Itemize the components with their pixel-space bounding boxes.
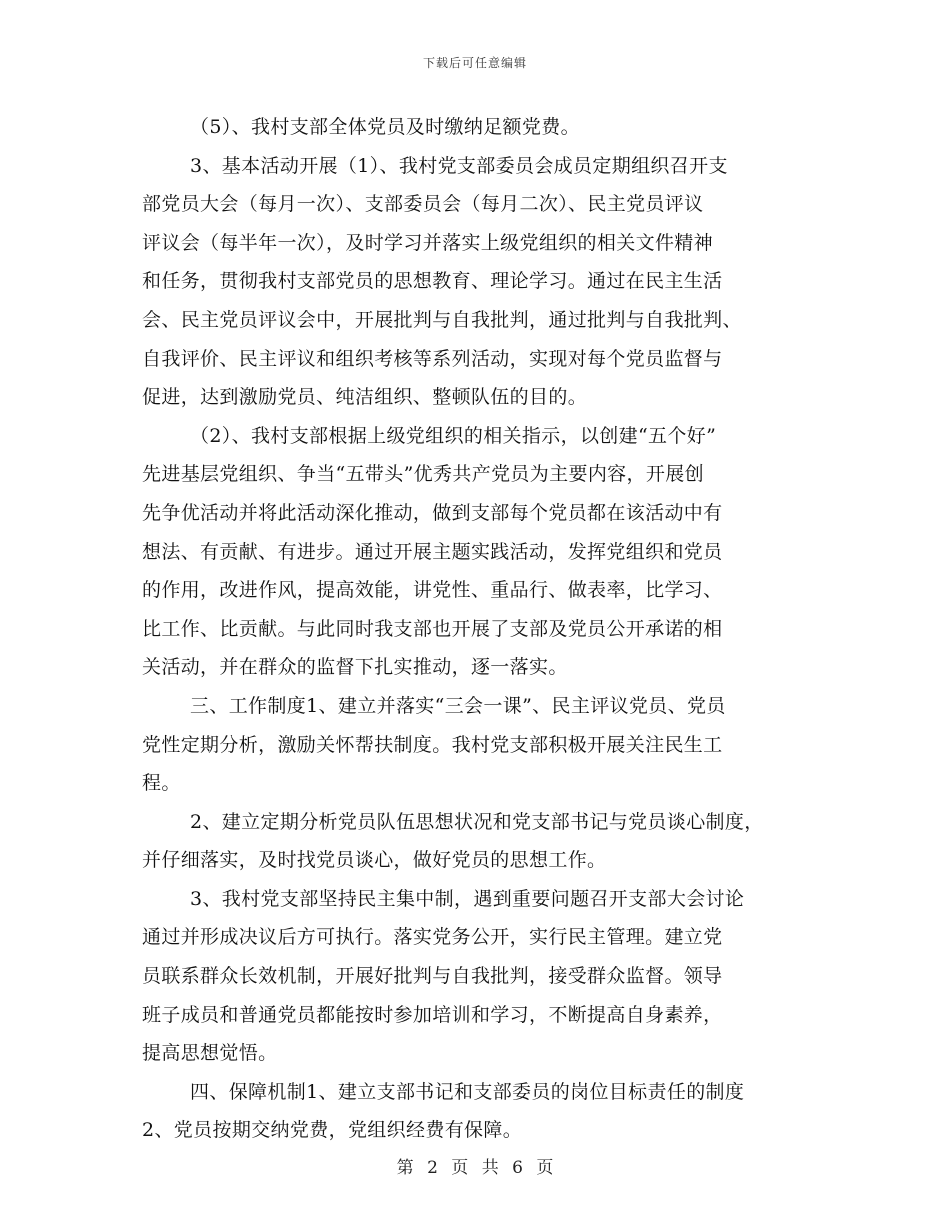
footer-total-pages: 6	[512, 1158, 523, 1178]
text-line: （5）、我村支部全体党员及时缴纳足额党费。	[190, 116, 580, 138]
text-line: 和任务，贯彻我村支部党员的思想教育、理论学习。通过在民主生活	[142, 270, 723, 293]
text-line: 2、党员按期交纳党费，党组织经费有保障。	[142, 1119, 523, 1142]
text-line: 部党员大会（每月一次）、支部委员会（每月二次）、民主党员评议	[142, 193, 704, 216]
footer-total-word: 页	[536, 1158, 554, 1178]
page-header: 下载后可任意编辑	[422, 56, 527, 70]
text-line: 先争优活动并将此活动深化推动，做到支部每个党员都在该活动中有	[142, 501, 723, 524]
text-line: 通过并形成决议后方可执行。落实党务公开，实行民主管理。建立党	[142, 926, 723, 949]
page-footer	[0, 1153, 950, 1178]
text-line: 关活动，并在群众的监督下扎实推动，逐一落实。	[142, 656, 568, 679]
footer-page-prefix: 第	[396, 1158, 414, 1178]
document-body	[142, 108, 822, 1150]
text-line: 3、我村党支部坚持民主集中制，遇到重要问题召开支部大会讨论	[190, 887, 745, 910]
text-line: 员联系群众长效机制，开展好批判与自我批判，接受群众监督。领导	[142, 965, 723, 988]
text-line: 2、建立定期分析党员队伍思想状况和党支部书记与党员谈心制度，	[190, 810, 764, 833]
footer-total-prefix: 共	[481, 1158, 499, 1178]
text-line: 四、保障机制1、建立支部书记和支部委员的岗位目标责任的制度	[190, 1080, 745, 1103]
footer-current-page: 2	[427, 1158, 438, 1178]
text-line: 提高思想觉悟。	[142, 1042, 278, 1065]
text-line: 比工作、比贡献。与此同时我支部也开展了支部及党员公开承诺的相	[142, 617, 723, 640]
text-line: 并仔细落实，及时找党员谈心，做好党员的思想工作。	[142, 849, 607, 872]
text-line: 的作用，改进作风，提高效能，讲党性、重品行、做表率，比学习、	[142, 579, 723, 602]
text-line: （2）、我村支部根据上级党组织的相关指示，以创建“五个好”	[190, 424, 717, 447]
text-line: 先进基层党组织、争当“五带头”优秀共产党员为主要内容，开展创	[142, 463, 704, 486]
text-line: 程。	[142, 772, 181, 795]
text-line: 评议会（每半年一次），及时学习并落实上级党组织的相关文件精神	[142, 231, 714, 254]
text-line: 促进，达到激励党员、纯洁组织、整顿队伍的目的。	[142, 386, 588, 409]
text-line: 想法、有贡献、有进步。通过开展主题实践活动，发挥党组织和党员	[142, 540, 723, 563]
footer-page-word: 页	[451, 1158, 469, 1178]
text-line: 会、民主党员评议会中，开展批判与自我批判，通过批判与自我批判、	[142, 308, 742, 331]
text-line: 自我评价、民主评议和组织考核等系列活动，实现对每个党员监督与	[142, 347, 723, 370]
text-line: 3、基本活动开展（1）、我村党支部委员会成员定期组织召开支	[190, 154, 728, 177]
text-line: 三、工作制度1、建立并落实“三会一课”、民主评议党员、党员	[190, 694, 726, 717]
text-line: 班子成员和普通党员都能按时参加培训和学习，不断提高自身素养，	[142, 1003, 723, 1026]
text-line: 党性定期分析，激励关怀帮扶制度。我村党支部积极开展关注民生工	[142, 733, 723, 756]
